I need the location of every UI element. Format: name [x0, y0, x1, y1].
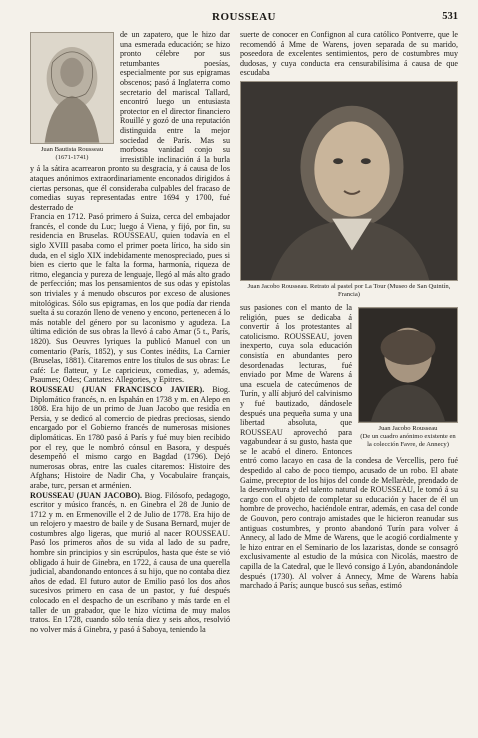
portrait-favre-collection — [358, 307, 458, 449]
entry-body: Biog. Diplomático francés, n. en Ispahán en 1738 y m. en Alepo en 1808. Era hijo de un primo de Juan Jacobo que residía en Persia, y se dedicó al comercio de piedras preciosas, siendo encargado por el Gobierno francés de numerosas misiones diplomáticas. En 1780 pasó á París y fué muy bien recibido por el rey, que le nombró cónsul en Basora, y después desempeñó el mismo cargo en Bagdad (1796). Dejó numerosas obras, entre las cuales citaremos: Histoire des Afghans; Histoire de Nadir Cha, y Vocabulaire français, arabe, turc, persan et arménien. — [30, 384, 230, 490]
entry-head: ROUSSEAU (JUAN JACOBO). — [30, 490, 142, 500]
portrait-pastel-icon — [241, 81, 457, 281]
anonymous-painting-image — [358, 307, 458, 423]
entry-juan-jacobo — [30, 491, 230, 635]
entry-head: ROUSSEAU (JUAN FRANCISCO JAVIER). — [30, 384, 205, 394]
paragraph-intro: de un zapatero, que le hizo dar una esmerada educación; se hizo pronto célebre por sus retumbantes poesías, especialmente por sus epigramas obscenos; pasó á Inglaterra como secretario del mariscal Tallard, encontró luego un entusiasta protector en el director financiero Rouillé y gozó de una reputación distinguida entre la mejor sociedad de París. Mas su morbosa vanidad conjo su irresistible inclinación á la burla y á la sátira acarrearon pronto su desgracia, y á causa de los ataques anónimos extraordinariamente enconados dirigidos á ciertas personas, que él consideraba culpables del fracaso de comedias suyas representadas entre 1694 y 1700, fué desterrado de — [30, 30, 230, 212]
entry-juan-francisco — [30, 385, 230, 491]
portrait-painting-icon — [359, 307, 457, 423]
running-head: ROUSSEAU — [212, 11, 276, 23]
caption-name: Juan Bautista Rousseau — [40, 146, 104, 153]
portrait-la-tour — [240, 81, 458, 299]
caption-name: Juan Jacobo Rousseau — [378, 424, 438, 432]
portrait-engraving-icon — [31, 32, 113, 144]
caption-note: (De un cuadro anónimo existente en la colección Favre, de Annecy) — [360, 432, 456, 448]
right-column — [240, 30, 458, 728]
portrait-juan-bautista — [30, 32, 114, 162]
caption-years: (1671-1741) — [55, 154, 89, 161]
portrait-caption: Juan Jacobo Rousseau. Retrato al pastel por La Tour (Museo de San Quintín, Francia) — [247, 282, 451, 298]
paragraph-intro: suerte de conocer en Confignon al cura católico Pontverre, que le recomendó á Mme de Warens, joven separada de su marido, poseedora de excelentes sentimientos, pero de costumbres muy dudosas, y cuya conducta era censurabilísima á causa de que escudaba — [240, 30, 458, 78]
paragraph-body1: Francia en 1712. Pasó primero á Suiza, cerca del embajador francés, el conde du Luc; luego á Viena, y fijó, por fin, su residencia en Bruselas. ROUSSEAU, quien todavía en el siglo XVIII pasaba como el primer poeta lírico, ha sido sin duda, en el siglo XIX indebidamente menospreciado, pues si bien es cierto que le falta la forma, harmonía, riqueza de ritmo, elegancia y pureza de lenguaje, llegó al más alto grado de perfección; mas los pensamientos de sus odas y epístolas son triviales y á menudo obscuros por exceso de alusiones mitológicas. Sólo sus epigramas, en los que podía dar rienda suelta á su corazón lleno de veneno y encono, pertenecen á lo más notable del género por su laconismo y agudeza. La última edición de sus obras la llevó á cabo Amar (5 t., París, 1820). Sus Oeuvres lyriques la publicó Manuel con un comentario (París, 1852), y sus Contes inédits, La Carnier (Bruselas, 1881). Citaremos entre los títulos de sus obras: Le café: Le flatteur, y Le capricieux, comedias, y, además, Psaumes; Odes; Cantates: Allegories, y Epitres. — [30, 212, 230, 385]
entry-body: Biog. Filósofo, pedagogo, escritor y músico francés, n. en Ginebra el 28 de Junio de 1712 y m. en Ermenoville el 2 de Julio de 1778. Era hijo de un relojero y maestro de baile y de Susana Bernard, mujer de costumbres algo ligeras, que murió al nacer ROUSSEAU. Pasó los primeros años de su vida al lado de su padre, hombre sin principios y sin escrúpulos, hasta que éste se vió obligado á huir de Ginebra, en 1722, á causa de una querella judicial, abandonando entonces á su hijo, que no contaba diez años de edad. El futuro autor de Emilio pasó los dos años sucesivos primero en casa de un pastor, y fué después colocado en el despacho de un escribano y más tarde en el taller de un grabador, que le hizo víctima de muy malos tratos. En 1728, cuando sólo tenía diez y seis años, resolvió no volver más á Ginebra, y pasó á Saboya, teniendo la — [30, 490, 230, 634]
page-number: 531 — [442, 11, 458, 22]
left-column — [30, 30, 230, 728]
engraving-image — [30, 32, 114, 144]
page-header — [30, 10, 458, 26]
text-columns — [30, 30, 458, 728]
portrait-caption — [358, 425, 458, 449]
paragraph-body1: sus pasiones con el manto de la religión, pues se dedicaba á convertir á los protestantes al catolicismo. ROUSSEAU, joven inexperto, cuya sola educación consistía en abundantes pero desordenadas lecturas, fué enviado por Mme de Warens á una escuela de catecúmenos de Turín, y allí abjuró del calvinismo y fué bautizado, dándosele después una pequeña suma y una libertad absoluta, que ROUSSEAU aprovechó para vagabundear á su gusto, hasta que se le acabó el dinero. Entonces entró como lacayo en casa de la condesa de Vercellis, pero fué despedido al cabo de poco tiempo, acusado de un robo. El abate Gaime, preceptor de los hijos del conde de Mellarède, prendado de la desenvoltura y del talento natural de ROUSSEAU, le tomó á su cargo con el objeto de completar su educación y hacer de él un hombre de provecho, haciéndole entrar, además, en casa del conde de Gouvon, pero contrajo amistades que le hicieron reanudar sus antiguas costumbres, y pronto abandonó Turín para volver á Annecy, al lado de Mme de Warens, que le acogió cordialmente y le hizo entrar en el Seminario de los lazaristas, donde se consagró exclusivamente al estudio de la música con Nicolás, maestro de capilla de la Catedral, que le llevó consigo á Lyón, abandonándole después (1730). Al volver á Annecy, Mme de Warens había marchado á París; aunque buscó sus señas, estimó — [240, 302, 458, 591]
portrait-caption — [30, 146, 114, 162]
pastel-portrait-image — [240, 81, 458, 281]
